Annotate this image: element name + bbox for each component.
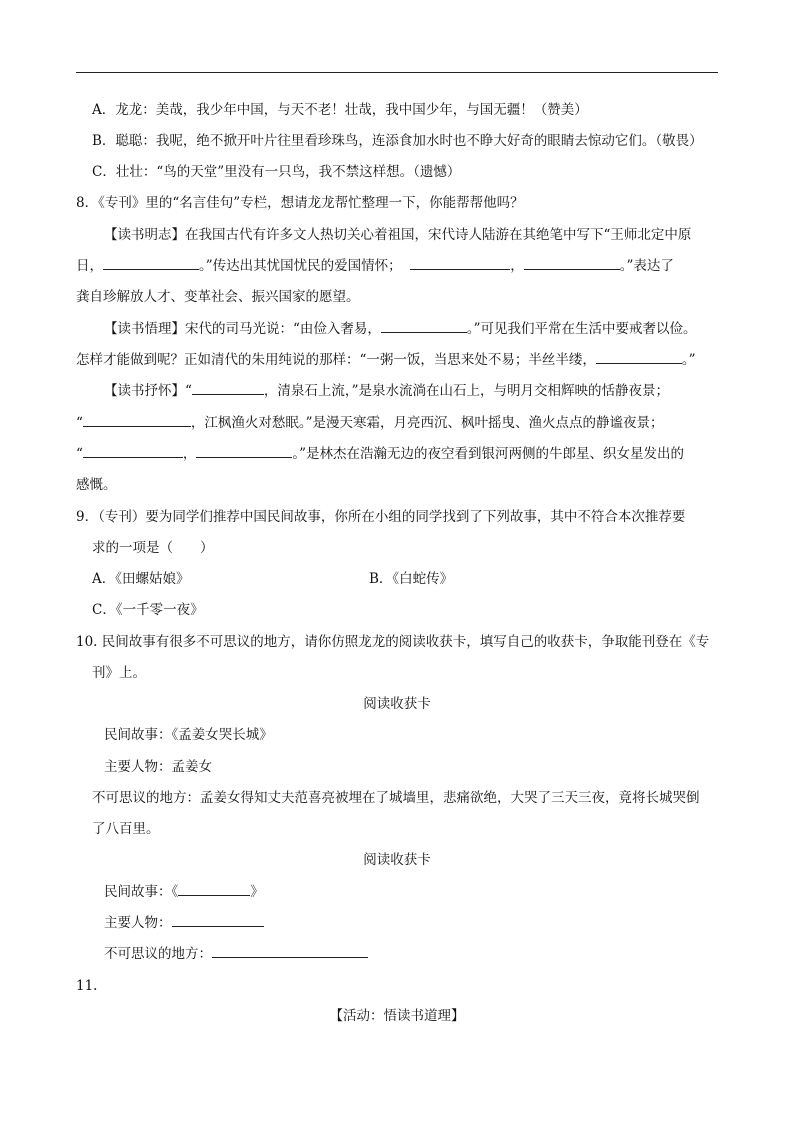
q8-p1-line2 bbox=[76, 256, 674, 276]
text: ，江枫渔火对愁眠。”是漫天寒霜，月亮西沉、枫叶摇曳、渔火点点的静谧夜景； bbox=[190, 415, 664, 431]
reading-card-title: 阅读收获卡 bbox=[363, 696, 431, 712]
character-input-blank[interactable] bbox=[172, 913, 264, 927]
q9-option-a[interactable]: A．《田螺姑娘》 bbox=[92, 571, 190, 587]
text: 主要人物： bbox=[104, 915, 172, 931]
q9-stem-line1: 9．（专刊）要为同学们推荐中国民间故事，你所在小组的同学找到了下列故事，其中不符合本次推荐要 bbox=[76, 509, 686, 525]
q10-stem-line2: 刊》上。 bbox=[92, 665, 146, 681]
q9-option-c[interactable]: C．《一千零一夜》 bbox=[92, 602, 204, 618]
wonder-input-blank[interactable] bbox=[212, 944, 368, 958]
q9-option-b[interactable]: B．《白蛇传》 bbox=[369, 571, 454, 587]
q7-option-c: C．壮壮：“鸟的天堂”里没有一只鸟，我不禁这样想。（遗憾） bbox=[92, 164, 461, 180]
q8-p3-line1 bbox=[104, 381, 669, 401]
header-rule bbox=[76, 72, 718, 73]
text: 民间故事：《 bbox=[104, 884, 179, 900]
text: 不可思议的地方： bbox=[104, 946, 212, 962]
text: 。” bbox=[681, 352, 696, 368]
q8-p1-line3: 龚自珍解放人才、变革社会、振兴国家的愿望。 bbox=[76, 289, 360, 305]
q11-activity-title: 【活动：悟读书道理】 bbox=[329, 1008, 465, 1024]
q8-p3-line4: 感慨。 bbox=[76, 477, 117, 493]
q8-p1-line1: 【读书明志】在我国古代有许多文人热切关心着祖国，宋代诗人陆游在其绝笔中写下“王师北定中原 bbox=[104, 227, 692, 243]
text: ，清泉石上流，”是泉水流淌在山石上，与明月交相辉映的恬静夜景； bbox=[263, 383, 670, 399]
q7-option-a: A．龙龙：美哉，我少年中国，与天不老！壮哉，我中国少年，与国无疆！（赞美） bbox=[92, 102, 588, 118]
answer-blank[interactable] bbox=[103, 256, 199, 270]
text: 。”是林杰在浩瀚无边的夜空看到银河两侧的牛郎星、织女星发出的 bbox=[292, 446, 685, 462]
answer-blank[interactable] bbox=[192, 381, 264, 395]
text: ， bbox=[510, 258, 524, 274]
answer-blank[interactable] bbox=[83, 413, 191, 427]
answer-blank[interactable] bbox=[196, 444, 292, 458]
q8-p3-line2 bbox=[76, 413, 664, 433]
answer-blank[interactable] bbox=[410, 256, 510, 270]
text: 怎样才能做到呢？正如清代的朱用纯说的那样：“一粥一饭，当思来处不易；半丝半缕， bbox=[76, 352, 596, 368]
q10-stem-line1: 10. 民间故事有很多不可思议的地方，请你仿照龙龙的阅读收获卡，填写自己的收获卡，争取能刊登在《专 bbox=[76, 634, 710, 650]
q11-number: 11. bbox=[76, 978, 98, 994]
q8-p3-line3 bbox=[76, 444, 684, 464]
card-story: 民间故事：《孟姜女哭长城》 bbox=[104, 727, 273, 743]
q8-stem: 8．《专刊》里的“名言佳句”专栏，想请龙龙帮忙整理一下，你能帮帮他吗？ bbox=[76, 195, 524, 211]
text: 》 bbox=[250, 884, 264, 900]
q8-p2-line1 bbox=[104, 319, 697, 339]
text: “ bbox=[76, 446, 83, 462]
text: 。”可见我们平常在生活中要戒奢以俭。 bbox=[466, 321, 697, 337]
card-wonder-line1: 不可思议的地方：孟姜女得知丈夫范喜亮被埋在了城墙里，悲痛欲绝，大哭了三天三夜，竟将长城哭倒 bbox=[92, 790, 700, 806]
text: 日， bbox=[76, 258, 103, 274]
reading-card2-title: 阅读收获卡 bbox=[363, 852, 431, 868]
q7-option-b: B．聪聪：我呢，绝不掀开叶片往里看珍珠鸟，连添食加水时也不睁大好奇的眼睛去惊动它们。（敬畏） bbox=[92, 133, 703, 149]
story-input-blank[interactable] bbox=[178, 882, 250, 896]
text: 【读书悟理】宋代的司马光说：“由俭入奢易， bbox=[104, 321, 381, 337]
card2-character bbox=[104, 913, 264, 933]
answer-blank[interactable] bbox=[381, 319, 467, 333]
text: ， bbox=[182, 446, 197, 462]
q8-p2-line2 bbox=[76, 350, 696, 370]
card2-story bbox=[104, 882, 264, 902]
text: 【读书抒怀】“ bbox=[104, 383, 192, 399]
card2-wonder bbox=[104, 944, 368, 964]
text: “ bbox=[76, 415, 83, 431]
answer-blank[interactable] bbox=[524, 256, 620, 270]
card-character: 主要人物：孟姜女 bbox=[104, 759, 212, 775]
q9-stem-line2: 求的一项是（ ） bbox=[92, 540, 214, 556]
answer-blank[interactable] bbox=[596, 350, 682, 364]
text: 。”表达了 bbox=[619, 258, 674, 274]
answer-blank[interactable] bbox=[83, 444, 183, 458]
card-wonder-line2: 了八百里。 bbox=[92, 821, 160, 837]
text: 。”传达出其忧国忧民的爱国情怀； bbox=[199, 258, 402, 274]
